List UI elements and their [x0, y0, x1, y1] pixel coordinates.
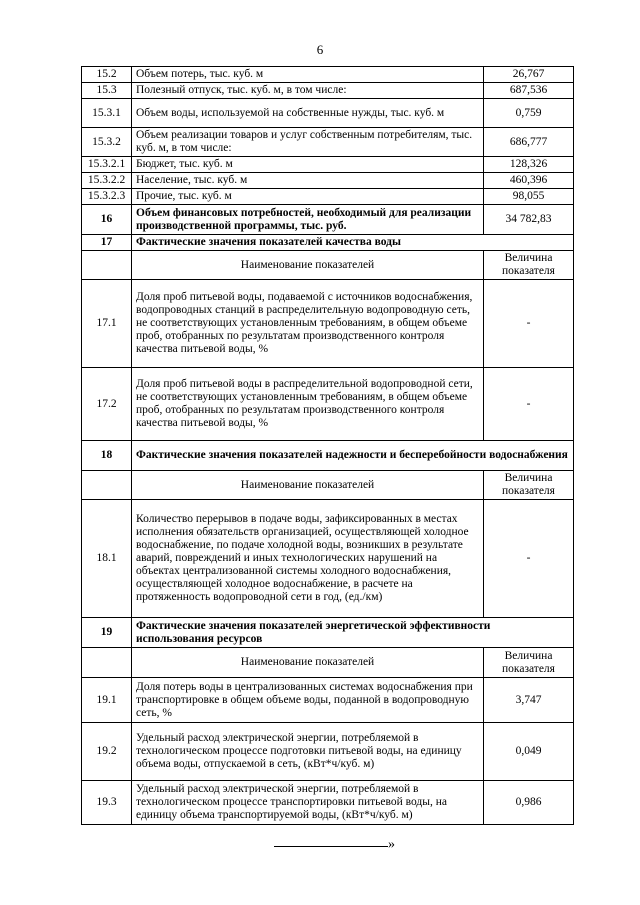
row-number: 16	[82, 205, 132, 235]
table-row	[82, 678, 574, 723]
column-header-name: Наименование показателей	[132, 251, 484, 280]
table-row	[82, 83, 574, 99]
row-name: Бюджет, тыс. куб. м	[132, 157, 484, 173]
row-number: 15.3.1	[82, 99, 132, 128]
page-number: 6	[316, 42, 324, 57]
row-name: Объем реализации товаров и услуг собственным потребителям, тыс. куб. м, в том числе:	[132, 128, 484, 157]
header-empty-cell	[82, 471, 132, 500]
table-row	[82, 67, 574, 83]
section-number: 18	[82, 441, 132, 471]
header-empty-cell	[82, 251, 132, 280]
row-value: -	[484, 500, 574, 618]
row-number: 15.3	[82, 83, 132, 99]
row-name: Объем потерь, тыс. куб. м	[132, 67, 484, 83]
row-name: Количество перерывов в подаче воды, зафиксированных в местах исполнения обязательств организацией, осуществляющей холодное водоснабжение, по подаче холодной воды, возникших в результате аварий, повреждений и иных технологических нарушений на объектах централизованной системы холодного водоснабжения, осуществляющей холодное водоснабжение, в расчете на протяженность водопроводной сети в год, (ед./км)	[132, 500, 484, 618]
table-row	[82, 157, 574, 173]
row-number: 19.2	[82, 723, 132, 781]
table-row	[82, 723, 574, 781]
column-header-row	[82, 648, 574, 678]
row-name: Объем финансовых потребностей, необходимый для реализации производственной программы, тыс. руб.	[132, 205, 484, 235]
section-header	[82, 441, 574, 471]
section-title: Фактические значения показателей надежности и бесперебойности водоснабжения	[132, 441, 574, 471]
row-name: Удельный расход электрической энергии, потребляемой в технологическом процессе транспортировки питьевой воды, на единицу объема транспортируемой воды, (кВт*ч/куб. м)	[132, 781, 484, 825]
table-row	[82, 205, 574, 235]
row-value: -	[484, 368, 574, 441]
row-name: Доля потерь воды в централизованных системах водоснабжения при транспортировке в общем объеме воды, поданной в водопроводную сеть, %	[132, 678, 484, 723]
row-value: 0,759	[484, 99, 574, 128]
header-empty-cell	[82, 648, 132, 678]
column-header-row	[82, 471, 574, 500]
row-value: 0,049	[484, 723, 574, 781]
row-value: 460,396	[484, 173, 574, 189]
row-number: 15.3.2.3	[82, 189, 132, 205]
table-row	[82, 128, 574, 157]
row-value: 128,326	[484, 157, 574, 173]
row-number: 19.3	[82, 781, 132, 825]
row-number: 15.3.2.1	[82, 157, 132, 173]
row-name: Доля проб питьевой воды в распределительной водопроводной сети, не соответствующих установленным требованиям, в общем объеме проб, отобранных по результатам производственного контроля качества питьевой воды, %	[132, 368, 484, 441]
section-title: Фактические значения показателей энергетической эффективности использования ресурсов	[132, 618, 574, 648]
section-number: 17	[82, 235, 132, 251]
table-row	[82, 368, 574, 441]
section-header	[82, 618, 574, 648]
section-title: Фактические значения показателей качества воды	[132, 235, 574, 251]
table-row	[82, 781, 574, 825]
row-number: 15.2	[82, 67, 132, 83]
row-name: Объем воды, используемой на собственные нужды, тыс. куб. м	[132, 99, 484, 128]
row-number: 15.3.2	[82, 128, 132, 157]
column-header-value: Величина показателя	[484, 648, 574, 678]
row-value: 3,747	[484, 678, 574, 723]
table-row	[82, 189, 574, 205]
column-header-name: Наименование показателей	[132, 471, 484, 500]
footer-underline	[274, 846, 388, 847]
row-value: 34 782,83	[484, 205, 574, 235]
column-header-name: Наименование показателей	[132, 648, 484, 678]
row-number: 17.2	[82, 368, 132, 441]
row-name: Удельный расход электрической энергии, потребляемой в технологическом процессе подготовки питьевой воды, на единицу объема воды, отпускаемой в сеть, (кВт*ч/куб. м)	[132, 723, 484, 781]
row-number: 17.1	[82, 280, 132, 368]
row-name: Население, тыс. куб. м	[132, 173, 484, 189]
column-header-value: Величина показателя	[484, 471, 574, 500]
row-name: Доля проб питьевой воды, подаваемой с источников водоснабжения, водопроводных станций в распределительную водопроводную сеть, не соответствующих установленным требованиям, в общем объеме проб, отобранных по результатам производственного контроля качества питьевой воды, %	[132, 280, 484, 368]
row-value: 687,536	[484, 83, 574, 99]
table-row	[82, 500, 574, 618]
row-value: 98,055	[484, 189, 574, 205]
section-header	[82, 235, 574, 251]
row-value: 26,767	[484, 67, 574, 83]
section-number: 19	[82, 618, 132, 648]
row-value: 0,986	[484, 781, 574, 825]
table-row	[82, 280, 574, 368]
row-number: 18.1	[82, 500, 132, 618]
closing-quote: »	[388, 837, 395, 852]
row-number: 15.3.2.2	[82, 173, 132, 189]
row-number: 19.1	[82, 678, 132, 723]
column-header-value: Величина показателя	[484, 251, 574, 280]
row-name: Полезный отпуск, тыс. куб. м, в том числе:	[132, 83, 484, 99]
row-name: Прочие, тыс. куб. м	[132, 189, 484, 205]
indicators-table	[81, 66, 574, 825]
table-row	[82, 99, 574, 128]
row-value: 686,777	[484, 128, 574, 157]
table-row	[82, 173, 574, 189]
column-header-row	[82, 251, 574, 280]
row-value: -	[484, 280, 574, 368]
